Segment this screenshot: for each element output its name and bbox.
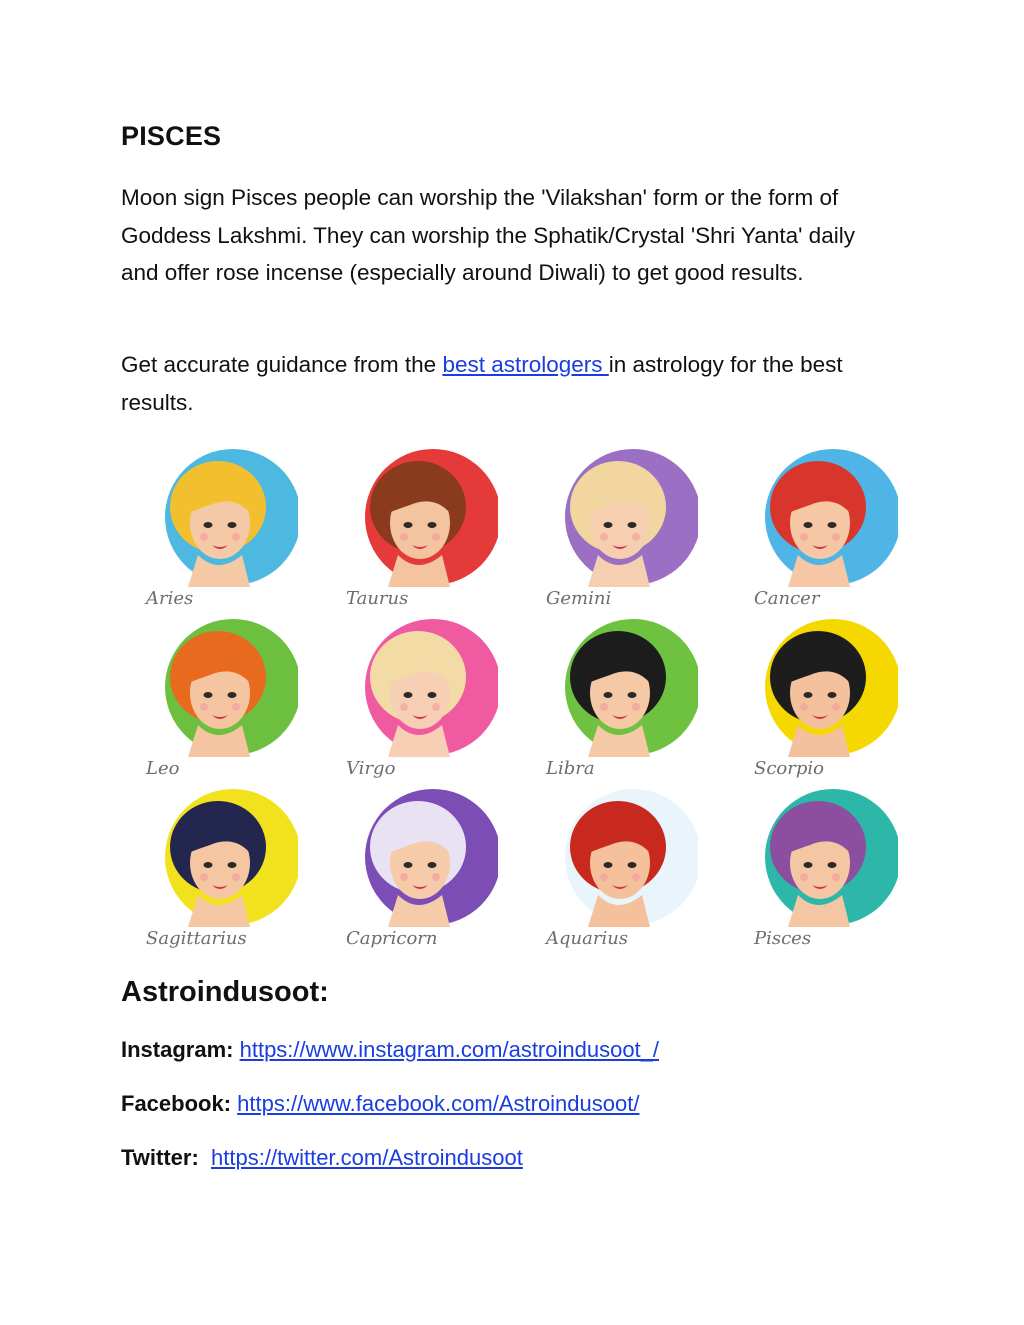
twitter-link[interactable]: https://twitter.com/Astroindusoot xyxy=(211,1145,523,1170)
zodiac-sign-leo xyxy=(138,617,298,785)
aries-portrait-icon xyxy=(138,447,298,587)
zodiac-sign-aquarius xyxy=(538,787,698,955)
zodiac-label-sagittarius: Sagittarius xyxy=(146,928,247,949)
leo-portrait-icon xyxy=(138,617,298,757)
zodiac-label-capricorn: Capricorn xyxy=(346,928,438,949)
page-title: PISCES xyxy=(121,121,222,151)
zodiac-sign-gemini xyxy=(538,447,698,615)
zodiac-label-gemini: Gemini xyxy=(546,588,612,609)
zodiac-label-leo: Leo xyxy=(146,758,180,779)
zodiac-label-scorpio: Scorpio xyxy=(754,758,824,779)
zodiac-sign-capricorn xyxy=(338,787,498,955)
zodiac-sign-virgo xyxy=(338,617,498,785)
zodiac-sign-scorpio xyxy=(738,617,898,785)
zodiac-label-aquarius: Aquarius xyxy=(546,928,629,949)
zodiac-sign-sagittarius xyxy=(138,787,298,955)
zodiac-label-libra: Libra xyxy=(546,758,595,779)
virgo-portrait-icon xyxy=(338,617,498,757)
zodiac-label-cancer: Cancer xyxy=(754,588,820,609)
zodiac-sign-taurus xyxy=(338,447,498,615)
instagram-label: Instagram: xyxy=(121,1037,234,1062)
gemini-portrait-icon xyxy=(538,447,698,587)
facebook-link[interactable]: https://www.facebook.com/Astroindusoot/ xyxy=(237,1091,640,1116)
zodiac-label-aries: Aries xyxy=(146,588,194,609)
zodiac-sign-pisces xyxy=(738,787,898,955)
scorpio-portrait-icon xyxy=(738,617,898,757)
pisces-description: Moon sign Pisces people can worship the 'Vilakshan' form or the form of Goddess Lakshmi. They can worship the Sphatik/Crystal 'Shri Yanta' daily and offer rose incense (especially around Diwali) to get good results. xyxy=(121,185,855,285)
zodiac-label-virgo: Virgo xyxy=(346,758,396,779)
instagram-row xyxy=(121,1037,659,1063)
guidance-text-after: in astrology for the best results. xyxy=(121,352,843,415)
twitter-row xyxy=(121,1145,523,1171)
pisces-portrait-icon xyxy=(738,787,898,927)
capricorn-portrait-icon xyxy=(338,787,498,927)
zodiac-label-taurus: Taurus xyxy=(346,588,409,609)
zodiac-sign-libra xyxy=(538,617,698,785)
zodiac-label-pisces: Pisces xyxy=(754,928,812,949)
instagram-link[interactable]: https://www.instagram.com/astroindusoot_/ xyxy=(239,1037,660,1062)
zodiac-illustration xyxy=(138,447,898,957)
libra-portrait-icon xyxy=(538,617,698,757)
cancer-portrait-icon xyxy=(738,447,898,587)
facebook-row xyxy=(121,1091,639,1117)
facebook-label: Facebook: xyxy=(121,1091,232,1116)
guidance-paragraph xyxy=(121,346,881,421)
best-astrologers-link[interactable]: best astrologers xyxy=(442,352,609,377)
twitter-label: Twitter: xyxy=(121,1145,199,1170)
zodiac-sign-cancer xyxy=(738,447,898,615)
taurus-portrait-icon xyxy=(338,447,498,587)
aquarius-portrait-icon xyxy=(538,787,698,927)
section-title: Astroindusoot: xyxy=(121,976,329,1008)
guidance-text-before: Get accurate guidance from the xyxy=(121,352,443,377)
zodiac-sign-aries xyxy=(138,447,298,615)
sagittarius-portrait-icon xyxy=(138,787,298,927)
